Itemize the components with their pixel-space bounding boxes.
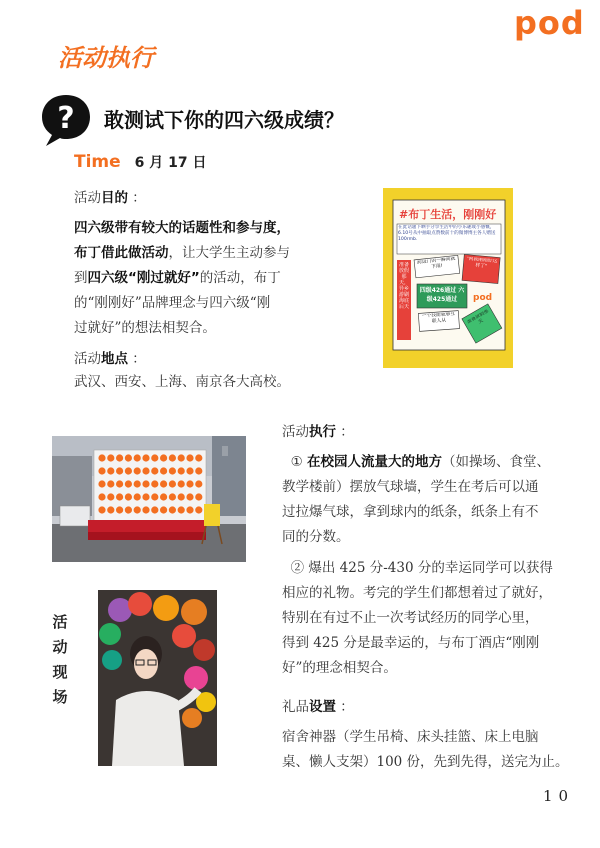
wall-balloon: [195, 506, 202, 513]
wall-balloon: [107, 467, 114, 474]
gift-label-bold: 设置: [309, 699, 336, 715]
execution-item-2-line-3: 特别在有过不止一次考试经历的同学心里，: [282, 610, 539, 626]
student-balloons-photo: [98, 590, 217, 766]
wall-balloon: [160, 467, 167, 474]
gift-label-suffix: ：: [336, 699, 354, 715]
purpose-line-1: [74, 216, 374, 241]
gift-line-1: 宿舍神器（学生吊椅、床头挂篮、床上电脑: [282, 729, 539, 745]
purpose-line-5: 过就好”的想法相契合。: [74, 320, 216, 336]
execution-item-2-text-a: 爆出 425 分-430 分的幸运同学可以获得: [308, 560, 553, 576]
wall-balloon: [178, 467, 185, 474]
wall-balloon: [151, 467, 158, 474]
wall-balloon: [98, 493, 105, 500]
gift-line-2: 桌、懒人支架）100 份，先到先得，送完为止。: [282, 754, 569, 770]
wall-balloon: [134, 480, 141, 487]
execution-item-1-line-4: 同的分数。: [282, 529, 350, 545]
execution-item-2-line-4: 得到 425 分是最幸运的，与布丁酒店“刚刚: [282, 635, 540, 651]
purpose-bold-3: 四六级“刚过就好”: [87, 270, 200, 286]
poster-sticky-3: 一个技能就够互联人从: [421, 311, 456, 325]
purpose-bold-1: 四六级带有较大的话题性和参与度，: [74, 220, 290, 236]
execution-item-2-line-5: 好”的理念相契合。: [282, 660, 397, 676]
poster-side-text: 准备放假那天，异乡游刷海底后天: [398, 262, 409, 310]
wall-balloon: [195, 467, 202, 474]
wall-balloon: [169, 454, 176, 461]
wall-balloon: [195, 480, 202, 487]
execution-item-1-number: ①: [290, 454, 303, 470]
wall-balloon: [186, 480, 193, 487]
wall-balloon: [116, 467, 123, 474]
section-title: 活动执行: [58, 44, 154, 72]
wall-balloon: [186, 493, 193, 500]
wall-balloon: [151, 493, 158, 500]
question-bubble-icon: [38, 92, 94, 148]
execution-label: [282, 420, 354, 440]
wall-balloon: [125, 480, 132, 487]
purpose-label-prefix: 活动: [74, 190, 101, 206]
purpose-label-bold: 目的: [101, 190, 128, 206]
wall-balloon: [107, 480, 114, 487]
svg-text:?: ?: [57, 101, 75, 136]
wall-balloon: [178, 480, 185, 487]
wall-balloon: [134, 506, 141, 513]
page-number: 10: [543, 787, 575, 805]
wall-balloon: [151, 480, 158, 487]
execution-item-1-text-a: （如操场、食堂、: [442, 454, 550, 470]
poster-brand: pod: [473, 293, 493, 303]
purpose-text-3b: 的活动，布丁: [199, 270, 281, 286]
campaign-poster-image: [383, 188, 513, 368]
purpose-text-2: ，让大学生主动参与: [168, 245, 290, 261]
wall-balloon: [142, 454, 149, 461]
purpose-bold-2: 布丁借此做活动: [74, 245, 169, 261]
wall-balloon: [169, 493, 176, 500]
wall-balloon: [116, 493, 123, 500]
balloon-wall-photo: [52, 436, 246, 562]
time-label: Time: [74, 152, 121, 172]
execution-label-bold: 执行: [309, 424, 336, 440]
wall-balloon: [98, 480, 105, 487]
wall-balloon: [186, 506, 193, 513]
wall-balloon: [142, 480, 149, 487]
gift-label: [282, 695, 354, 715]
time-date: 6 月 17 日: [134, 155, 207, 171]
wall-balloon: [116, 480, 123, 487]
purpose-line-2: [74, 241, 374, 266]
purpose-paragraph: [74, 216, 374, 341]
wall-balloon: [134, 454, 141, 461]
scene-label-char-3: 现: [52, 663, 68, 681]
wall-balloon: [178, 506, 185, 513]
location-label-suffix: ：: [128, 351, 146, 367]
time-row: [74, 152, 207, 172]
wall-balloon: [134, 493, 141, 500]
location-text: 武汉、西安、上海、南京各大高校。: [74, 374, 290, 390]
wall-balloon: [178, 454, 185, 461]
wall-balloon: [160, 454, 167, 461]
wall-balloon: [195, 493, 202, 500]
wall-balloon: [195, 454, 202, 461]
execution-item-2: [282, 556, 574, 681]
scene-vertical-label: [50, 610, 70, 710]
wall-balloon: [142, 506, 149, 513]
wall-balloon: [151, 506, 158, 513]
wall-balloon: [142, 467, 149, 474]
wall-balloon: [142, 493, 149, 500]
poster-center-text: 四级426通过 六级425通过: [419, 287, 465, 303]
wall-balloon: [125, 467, 132, 474]
execution-item-1-bold: 在校园人流量大的地方: [307, 454, 442, 470]
purpose-text-3a: 到: [74, 270, 88, 286]
purpose-line-3: [74, 266, 374, 291]
execution-item-1-line-2: 教学楼前）摆放气球墙，学生在考后可以通: [282, 479, 539, 495]
execution-item-2-number: ②: [290, 560, 305, 576]
purpose-label: [74, 186, 146, 206]
scene-label-char-4: 场: [52, 688, 68, 706]
execution-item-2-line-1: [282, 556, 574, 581]
wall-balloon: [98, 454, 105, 461]
location-label: [74, 347, 146, 367]
wall-balloon: [98, 506, 105, 513]
wall-balloon: [107, 454, 114, 461]
poster-body: 在此话题下晒手分享生活中的小乐趣或小感慨，6.10号从中抽取点赞数前十的微博博主各人赠送100rmb.: [398, 225, 496, 242]
brand-logo: pod: [514, 4, 585, 42]
wall-balloon: [169, 467, 176, 474]
wall-balloon: [151, 454, 158, 461]
scene-label-char-1: 活: [52, 613, 68, 631]
wall-balloon: [160, 506, 167, 513]
purpose-label-suffix: ：: [128, 190, 146, 206]
wall-balloon: [116, 506, 123, 513]
wall-balloon: [160, 480, 167, 487]
location-label-prefix: 活动: [74, 351, 101, 367]
wall-balloon: [98, 467, 105, 474]
execution-item-1-line-3: 过拉爆气球，拿到球内的纸条，纸条上有不: [282, 504, 539, 520]
scene-label-char-2: 动: [52, 638, 68, 656]
purpose-line-4: 的“刚刚好”品牌理念与四六级“刚: [74, 295, 271, 311]
execution-item-2-line-2: 相应的礼物。考完的学生们都想着过了就好，: [282, 585, 552, 601]
wall-balloon: [107, 493, 114, 500]
poster-sticky-1: 跨进门的一瞬间就下雨!: [416, 256, 456, 271]
wall-balloon: [169, 480, 176, 487]
wall-balloon: [169, 506, 176, 513]
wall-balloon: [186, 467, 193, 474]
poster-sticky-2: "网就刚刚好这样了": [466, 256, 498, 270]
gift-text: [282, 725, 578, 775]
question-heading: 敢测试下你的四六级成绩？: [104, 108, 344, 132]
execution-label-suffix: ：: [336, 424, 354, 440]
wall-balloon: [178, 493, 185, 500]
wall-balloon: [134, 467, 141, 474]
wall-balloon: [125, 493, 132, 500]
poster-headline: #布丁生活，刚刚好: [399, 208, 497, 221]
wall-balloon: [116, 454, 123, 461]
wall-balloon: [107, 506, 114, 513]
wall-balloon: [125, 454, 132, 461]
wall-balloon: [186, 454, 193, 461]
execution-item-1-line-1: [282, 450, 574, 475]
gift-label-prefix: 礼品: [282, 699, 309, 715]
wall-balloon: [125, 506, 132, 513]
location-label-bold: 地点: [101, 351, 128, 367]
execution-item-1: [282, 450, 574, 550]
execution-label-prefix: 活动: [282, 424, 309, 440]
poster-sticky-4: 准备放假那天: [466, 308, 490, 326]
wall-balloon: [160, 493, 167, 500]
